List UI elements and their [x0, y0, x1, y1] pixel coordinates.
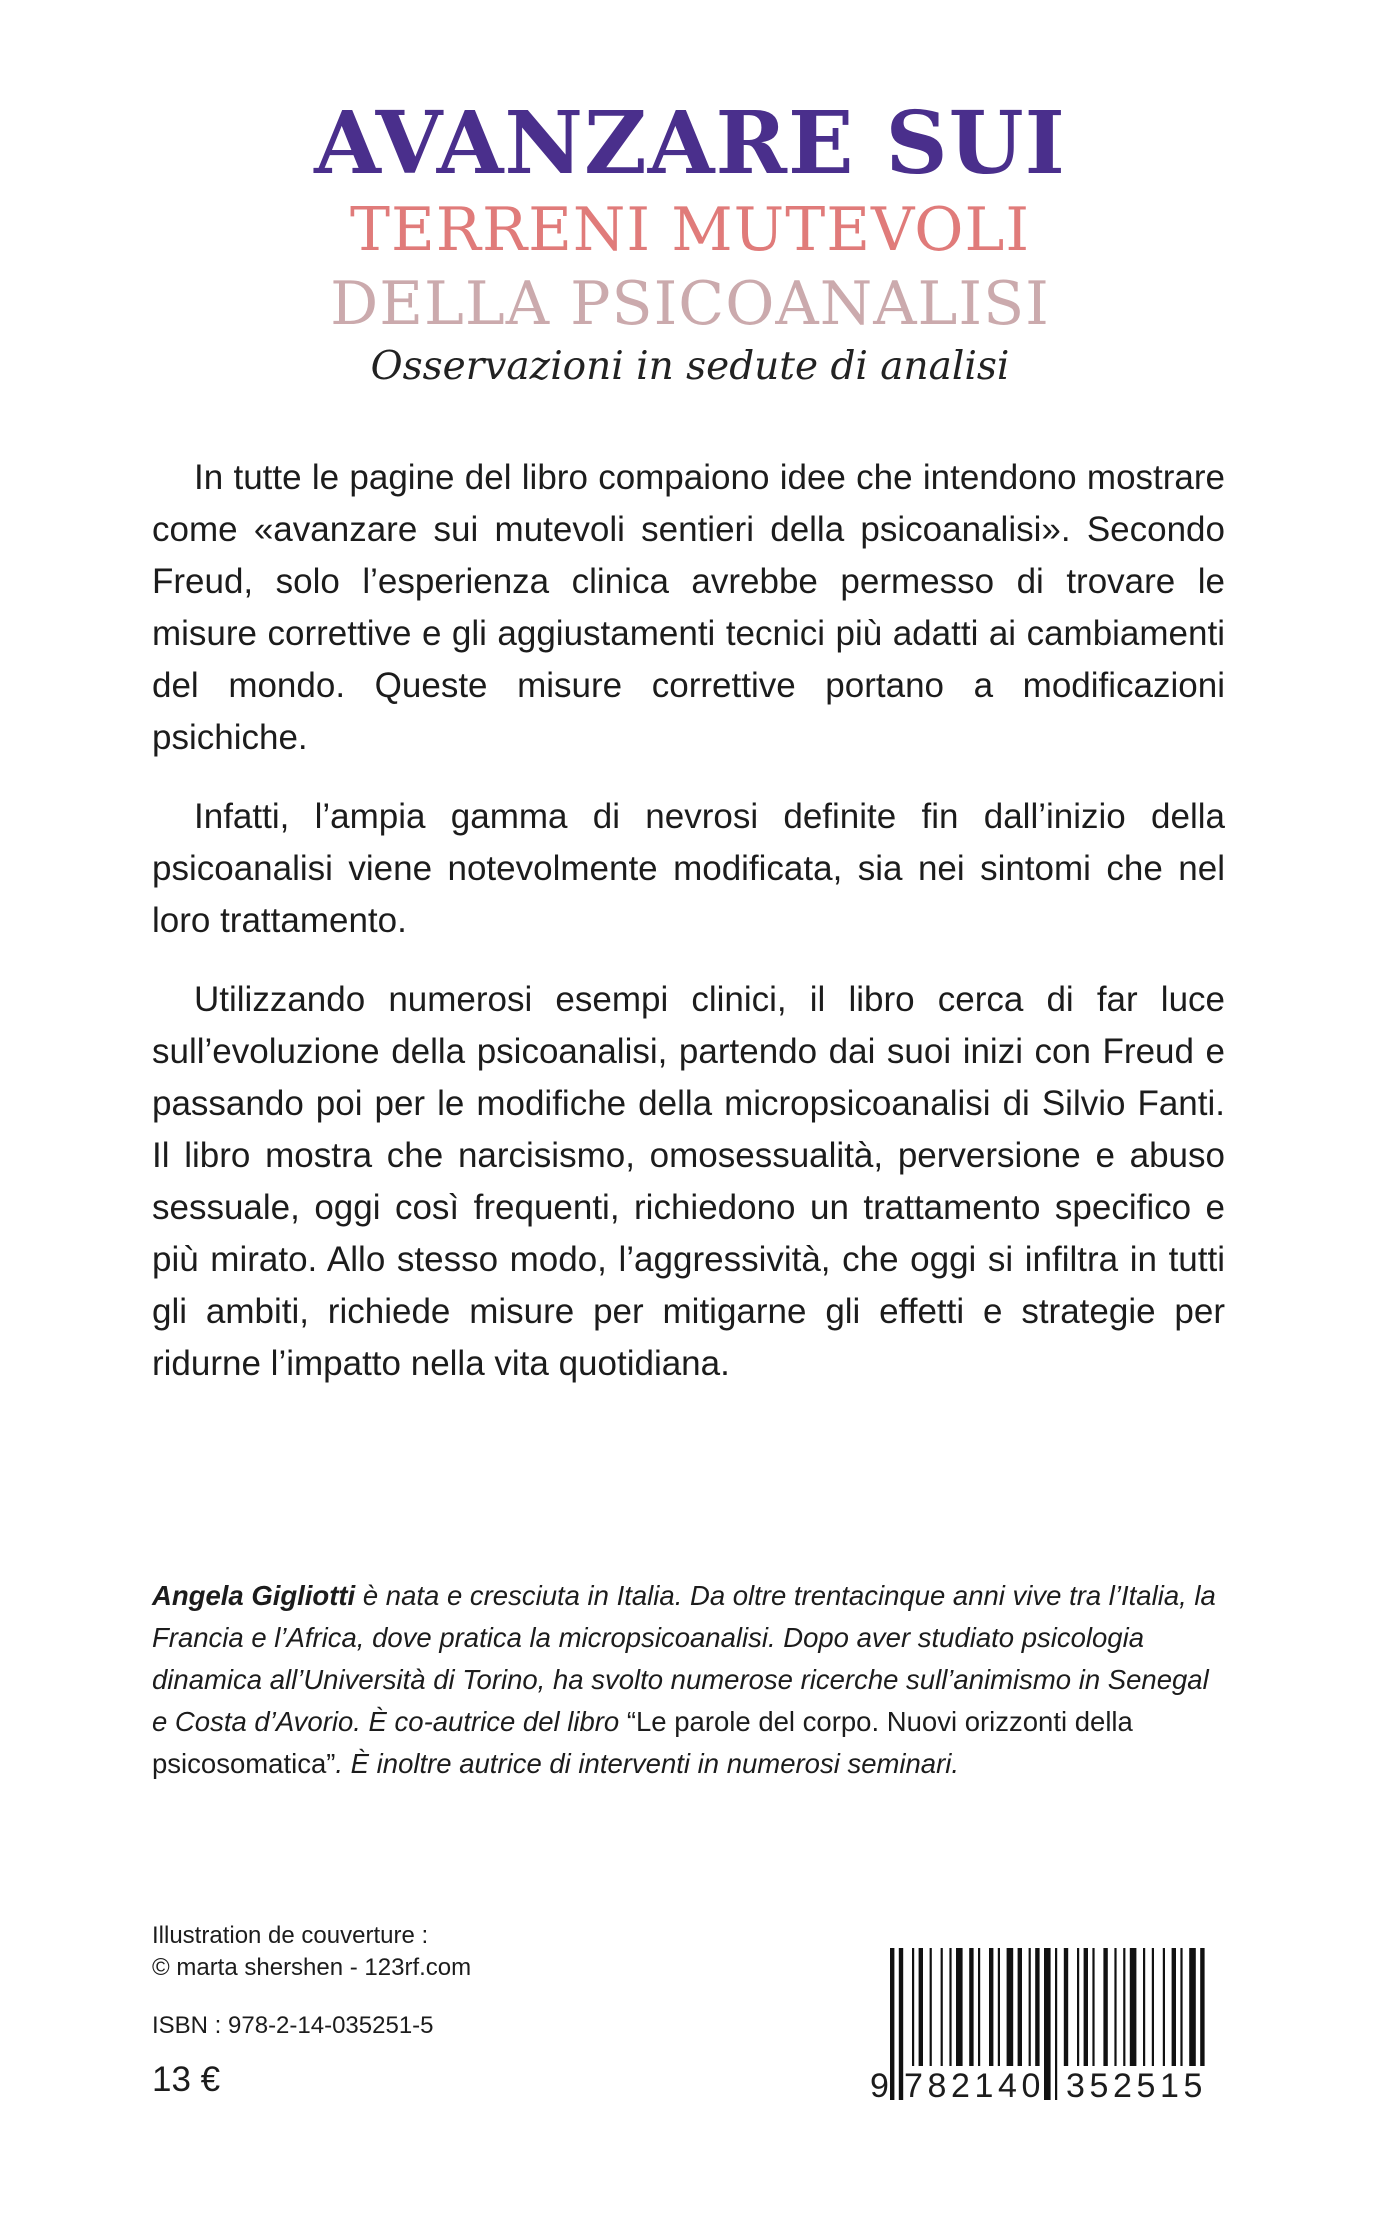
title-line-2: TERRENI MUTEVOLI — [349, 195, 1031, 265]
barcode-bar — [930, 1948, 932, 2066]
barcode-right-digits: 352515 — [1066, 2067, 1208, 2105]
barcode-bar — [989, 1948, 993, 2066]
barcode-bar — [1172, 1948, 1176, 2066]
cover-credit-source: © marta shershen - 123rf.com — [152, 1954, 472, 1981]
author-name: Angela Gigliotti — [152, 1580, 356, 1611]
subtitle: Osservazioni in sedute di analisi — [370, 344, 1010, 389]
barcode-bar — [1152, 1948, 1154, 2066]
barcode-bar — [998, 1948, 1000, 2066]
barcode-bar — [1077, 1948, 1079, 2066]
barcode-bar — [1007, 1948, 1014, 2066]
barcode-digits — [870, 2066, 1230, 2106]
blurb-paragraph-1: In tutte le pagine del libro compaiono idee che intendono mostrare come «avanzare sui mutevoli sentieri della psicoanalisi». Secondo Freud, solo l’esperienza clinica avrebbe permesso di trovare le misure correttive e gli aggiustamenti tecnici più adatti ai cambiamenti del mondo. Queste misure correttive portano a modificazioni psichiche. — [152, 458, 1225, 757]
barcode-bar — [1029, 1948, 1031, 2066]
blurb-paragraph-2: Infatti, l’ampia gamma di nevrosi definite fin dall’inizio della psicoanalisi viene notevolmente modificata, sia nei sintomi che nel loro trattamento. — [152, 797, 1225, 940]
author-bio-text-2: . È inoltre autrice di interventi in numerosi seminari. — [335, 1748, 960, 1779]
barcode-bar — [949, 1948, 951, 2066]
blurb-paragraph-3: Utilizzando numerosi esempi clinici, il libro cerca di far luce sull’evoluzione della psicoanalisi, partendo dai suoi inizi con Freud e passando poi per le modifiche della micropsicoanalisi di Silvio Fanti. Il libro mostra che narcisismo, omosessualità, perversione e abuso sessuale, oggi così frequenti, richiedono un trattamento specifico e più mirato. Allo stesso modo, l’aggressività, che oggi si infiltra in tutti gli ambiti, richiede misure per mitigarne gli effetti e strategie per ridurne l’impatto nella vita quotidiana. — [152, 980, 1225, 1383]
barcode-left-digits: 782140 — [904, 2067, 1046, 2105]
barcode-bar — [1084, 1948, 1088, 2066]
barcode-bar — [1143, 1948, 1145, 2066]
barcode-bar — [919, 1948, 923, 2066]
barcode-bar — [1130, 1948, 1137, 2066]
barcode-bar — [941, 1948, 943, 2066]
barcode-bar — [1103, 1948, 1107, 2066]
title-block — [0, 95, 1400, 341]
barcode-bar — [1035, 1948, 1039, 2066]
barcode-bar — [1064, 1948, 1068, 2066]
barcode-lead-digit: 9 — [870, 2067, 889, 2105]
barcode-bar — [1200, 1948, 1204, 2066]
cover-credits — [152, 1920, 471, 1984]
barcode-bar — [1123, 1948, 1125, 2066]
barcode-bar — [1189, 1948, 1196, 2066]
barcode-bar — [912, 1948, 914, 2066]
cover-credit-label: Illustration de couverture : — [152, 1922, 429, 1949]
barcode-bar — [1018, 1948, 1022, 2066]
barcode-bar — [956, 1948, 963, 2066]
blurb-text — [152, 452, 1225, 1417]
barcode-bar — [969, 1948, 973, 2066]
author-bio — [152, 1575, 1225, 1785]
price: 13 € — [152, 2060, 221, 2099]
author-bio-text-1: è nata e cresciuta in Italia. Da oltre trentacinque anni vive tra l’Italia, la Francia e l’Africa, dove pratica la micropsicoanalisi. Dopo aver studiato psicologia dinamica all’Università di Torino, ha svolto numerose ricerche sull’animismo in Senegal e Costa d’Avorio. È co-autrice del libro — [152, 1580, 1216, 1737]
barcode-bar — [1092, 1948, 1094, 2066]
author-previous-book-title: “Le parole del corpo. Nuovi orizzonti della psicosomatica” — [152, 1706, 1133, 1779]
barcode-bar — [1163, 1948, 1165, 2066]
isbn: ISBN : 978-2-14-035251-5 — [152, 2012, 434, 2039]
title-line-1: AVANZARE SUI — [314, 93, 1066, 194]
barcode-bar — [978, 1948, 980, 2066]
title-line-3: DELLA PSICOANALISI — [330, 269, 1050, 339]
barcode-bar — [1114, 1948, 1116, 2066]
barcode-bar — [1180, 1948, 1182, 2066]
